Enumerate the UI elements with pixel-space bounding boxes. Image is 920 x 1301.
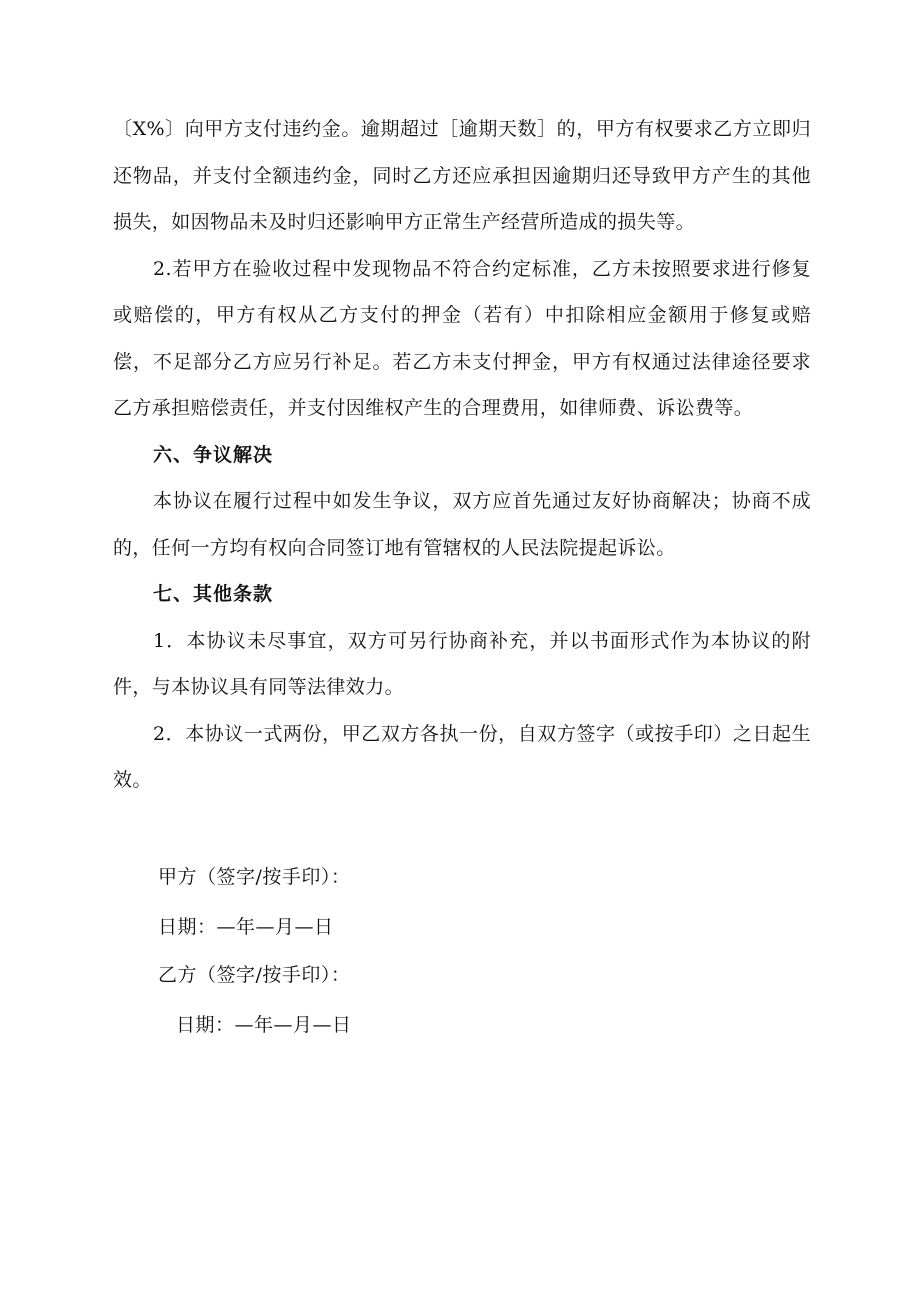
- party-a-date-line: 日期：—年—月—日: [158, 916, 334, 938]
- party-b-signature-label: 乙方（签字/按手印）：: [158, 964, 351, 986]
- section-7-item-2: 2．本协议一式两份，甲乙双方各执一份，自双方签字（或按手印）之日起生效。: [113, 722, 811, 791]
- section-7-item-1: 1．本协议未尽事宜，双方可另行协商补充，并以书面形式作为本协议的附件，与本协议具有同等法律效力。: [113, 629, 811, 698]
- paragraph-inspection-clause: 2.若甲方在验收过程中发现物品不符合约定标准，乙方未按照要求进行修复或赔偿的，甲方有权从乙方支付的押金（若有）中扣除相应金额用于修复或赔偿，不足部分乙方应另行补足。若乙方未支付押金，甲方有权通过法律途径要求乙方承担赔偿责任，并支付因维权产生的合理费用，如律师费、诉讼费等。: [113, 257, 811, 419]
- document-body: [113, 106, 811, 804]
- party-a-signature-label: 甲方（签字/按手印）：: [158, 866, 351, 888]
- section-7-heading: 七、其他条款: [153, 583, 274, 605]
- party-b-date-line: 日期：—年—月—日: [176, 1014, 352, 1036]
- paragraph-overdue-penalty: 〔X%〕向甲方支付违约金。逾期超过［逾期天数］的，甲方有权要求乙方立即归还物品，并支付全额违约金，同时乙方还应承担因逾期归还导致甲方产生的其他损失，如因物品未及时归还影响甲方正常生产经营所造成的损失等。: [113, 118, 811, 233]
- section-6-body: 本协议在履行过程中如发生争议，双方应首先通过友好协商解决；协商不成的，任何一方均有权向合同签订地有管辖权的人民法院提起诉讼。: [113, 490, 811, 559]
- section-6-heading: 六、争议解决: [153, 443, 274, 466]
